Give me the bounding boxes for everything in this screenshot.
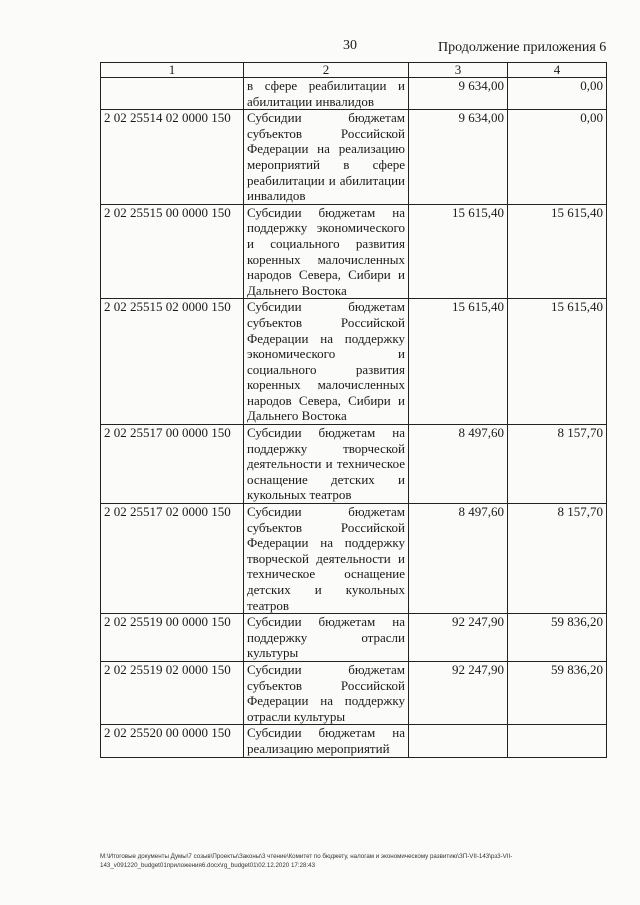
file-path-footer: M:\Итоговые документы Думы\7 созыв\Проекты\Законы\3 чтение\Комитет по бюджету, налогам и экономическому развитию\ЗП-VII-143\рз3-VII-143_v091220_budget01приложения6.docx\rg_budget01\02.12.2020 17:28:43 [100,853,513,869]
income-description: Субсидии бюджетам субъектов Российской Федерации на поддержку отрасли культуры [244,661,409,724]
income-code: 2 02 25519 02 0000 150 [101,661,244,724]
table-row [101,504,607,614]
continuation-label: Продолжение приложения 6 [438,40,607,55]
income-description: Субсидии бюджетам субъектов Российской Федерации на поддержку экономического и социального развития коренных малочисленных народов Севера, Сибири и Дальнего Востока [244,299,409,425]
column-number: 2 [244,63,409,78]
income-description: в сфере реабилитации и абилитации инвалидов [244,78,409,110]
table-row [101,204,607,299]
amount-col3 [409,725,508,757]
amount-col4: 59 836,20 [508,661,607,724]
amount-col4: 0,00 [508,78,607,110]
amount-col3: 92 247,90 [409,661,508,724]
amount-col3: 8 497,60 [409,504,508,614]
table-row [101,78,607,110]
income-code: 2 02 25514 02 0000 150 [101,110,244,205]
income-description: Субсидии бюджетам субъектов Российской Федерации на поддержку творческой деятельности и техническое оснащение детских и кукольных театров [244,504,409,614]
income-code: 2 02 25517 00 0000 150 [101,425,244,504]
amount-col4 [508,725,607,757]
amount-col3: 8 497,60 [409,425,508,504]
amount-col3: 15 615,40 [409,299,508,425]
income-description: Субсидии бюджетам на поддержку творческой деятельности и техническое оснащение детских и кукольных театров [244,425,409,504]
table-row [101,661,607,724]
amount-col3: 9 634,00 [409,110,508,205]
income-code: 2 02 25515 00 0000 150 [101,204,244,299]
amount-col4: 59 836,20 [508,614,607,662]
income-code: 2 02 25520 00 0000 150 [101,725,244,757]
amount-col4: 8 157,70 [508,504,607,614]
income-description: Субсидии бюджетам на поддержку экономического и социального развития коренных малочисленных народов Севера, Сибири и Дальнего Востока [244,204,409,299]
table-row [101,110,607,205]
amount-col4: 0,00 [508,110,607,205]
amount-col4: 15 615,40 [508,204,607,299]
income-code: 2 02 25517 02 0000 150 [101,504,244,614]
income-code: 2 02 25515 02 0000 150 [101,299,244,425]
amount-col3: 9 634,00 [409,78,508,110]
table-row [101,725,607,757]
budget-table [100,62,607,758]
page-number: 30 [343,38,357,53]
income-description: Субсидии бюджетам субъектов Российской Федерации на реализацию мероприятий в сфере реабилитации и абилитации инвалидов [244,110,409,205]
income-code: 2 02 25519 00 0000 150 [101,614,244,662]
column-number-row [101,63,607,78]
income-code [101,78,244,110]
income-description: Субсидии бюджетам на реализацию мероприятий [244,725,409,757]
table-row [101,299,607,425]
amount-col3: 15 615,40 [409,204,508,299]
amount-col4: 8 157,70 [508,425,607,504]
table-row [101,614,607,662]
amount-col3: 92 247,90 [409,614,508,662]
column-number: 3 [409,63,508,78]
table-row [101,425,607,504]
amount-col4: 15 615,40 [508,299,607,425]
column-number: 1 [101,63,244,78]
column-number: 4 [508,63,607,78]
income-description: Субсидии бюджетам на поддержку отрасли культуры [244,614,409,662]
